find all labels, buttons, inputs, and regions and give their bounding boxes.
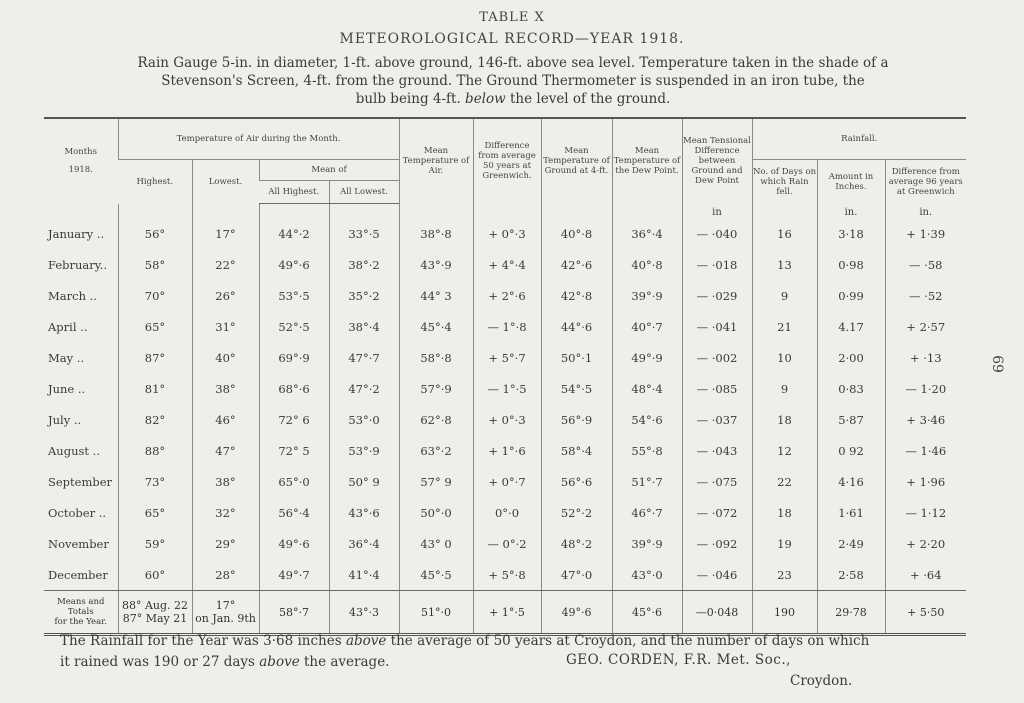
amount-cell: 4.17 <box>817 311 885 342</box>
tensional-unit: in <box>682 204 752 219</box>
totals-ground: 49°·6 <box>541 591 612 635</box>
ground-cell: 42°·6 <box>541 249 612 280</box>
lowest-cell: 32° <box>192 497 259 528</box>
highest-cell: 60° <box>118 559 192 591</box>
rain-days-cell: 19 <box>752 528 817 559</box>
all-lowest-cell: 35°·2 <box>329 280 399 311</box>
difference-cell: + 1°·6 <box>473 435 541 466</box>
rainfall-header: Rainfall. <box>752 118 966 160</box>
dew-point-cell: 39°·9 <box>612 280 682 311</box>
table-row <box>44 466 966 497</box>
ground-cell: 47°·0 <box>541 559 612 591</box>
tensional-cell: — ·037 <box>682 404 752 435</box>
totals-all-highest: 58°·7 <box>259 591 329 635</box>
dew-point-cell: 43°·0 <box>612 559 682 591</box>
mean-air-cell: 58°·8 <box>399 342 473 373</box>
month-cell: April .. <box>48 319 88 334</box>
rain-diff-cell: + 1·39 <box>885 218 966 249</box>
rain-diff-unit: in. <box>885 204 966 219</box>
unit-cell <box>473 204 541 219</box>
all-highest-cell: 65°·0 <box>259 466 329 497</box>
lowest-cell: 22° <box>192 249 259 280</box>
tensional-cell: — ·072 <box>682 497 752 528</box>
amount-cell: 1·61 <box>817 497 885 528</box>
ground-cell: 42°·8 <box>541 280 612 311</box>
amount-header: Amount in Inches. <box>817 160 885 204</box>
tensional-cell: — ·040 <box>682 218 752 249</box>
footer-text: The Rainfall for the Year was 3·68 inches <box>60 633 342 649</box>
mean-air-header: Mean Temperature of Air. <box>399 118 473 204</box>
lowest-cell: 31° <box>192 311 259 342</box>
mean-air-cell: 44° 3 <box>399 280 473 311</box>
month-cell: June .. <box>48 381 86 396</box>
totals-label-line: for the Year. <box>54 617 107 627</box>
amount-cell: 2·00 <box>817 342 885 373</box>
tensional-cell: — ·018 <box>682 249 752 280</box>
tensional-cell: — ·029 <box>682 280 752 311</box>
rain-diff-cell: + ·13 <box>885 342 966 373</box>
dew-point-cell: 51°·7 <box>612 466 682 497</box>
ground-cell: 56°·6 <box>541 466 612 497</box>
dew-point-cell: 55°·8 <box>612 435 682 466</box>
dew-point-cell: 49°·9 <box>612 342 682 373</box>
intro-text: the level of the ground. <box>509 91 671 107</box>
all-highest-cell: 53°·5 <box>259 280 329 311</box>
rain-diff-header: Difference from average 96 years at Greenwich <box>885 160 966 204</box>
amount-unit: in. <box>817 204 885 219</box>
months-header <box>44 118 118 204</box>
rain-diff-cell: + 2·20 <box>885 528 966 559</box>
highest-cell: 65° <box>118 311 192 342</box>
footer-emphasis: above <box>259 654 300 670</box>
month-cell: February.. <box>48 257 108 272</box>
all-highest-cell: 52°·5 <box>259 311 329 342</box>
difference-cell: — 1°·8 <box>473 311 541 342</box>
difference-cell: + 5°·7 <box>473 342 541 373</box>
month-cell: November <box>48 536 109 551</box>
intro-text: bulb being 4-ft. <box>355 91 461 107</box>
footer-text: it rained was 190 or 27 days <box>60 654 255 670</box>
ground-cell: 40°·8 <box>541 218 612 249</box>
table-row <box>44 249 966 280</box>
rain-days-header: No. of Days on which Rain fell. <box>752 160 817 204</box>
totals-dew: 45°·6 <box>612 591 682 635</box>
tensional-cell: — ·046 <box>682 559 752 591</box>
totals-highest-line: 87° May 21 <box>122 612 188 625</box>
totals-mean-air: 51°·0 <box>399 591 473 635</box>
highest-cell: 59° <box>118 528 192 559</box>
difference-header: Difference from average 50 years at Greenwich. <box>473 118 541 204</box>
difference-cell: + 0°·7 <box>473 466 541 497</box>
mean-air-cell: 43°·9 <box>399 249 473 280</box>
mean-air-cell: 63°·2 <box>399 435 473 466</box>
tensional-cell: — ·075 <box>682 466 752 497</box>
totals-highest-line: 88° Aug. 22 <box>121 599 189 612</box>
difference-cell: + 0°·3 <box>473 404 541 435</box>
all-lowest-cell: 38°·2 <box>329 249 399 280</box>
all-lowest-cell: 41°·4 <box>329 559 399 591</box>
ground-cell: 48°·2 <box>541 528 612 559</box>
rain-diff-cell: + ·64 <box>885 559 966 591</box>
unit-cell <box>192 204 259 219</box>
lowest-header: Lowest. <box>192 160 259 204</box>
all-lowest-cell: 36°·4 <box>329 528 399 559</box>
dew-point-cell: 40°·7 <box>612 311 682 342</box>
table-row <box>44 280 966 311</box>
table-row <box>44 435 966 466</box>
all-highest-cell: 68°·6 <box>259 373 329 404</box>
unit-cell <box>329 204 399 219</box>
totals-label-line: Totals <box>67 607 94 617</box>
unit-cell <box>541 204 612 219</box>
all-lowest-header: All Lowest. <box>329 181 399 204</box>
intro-line: Stevenson's Screen, 4-ft. from the ground. The Ground Thermometer is suspended in an iron tube, the <box>161 73 865 89</box>
totals-lowest-line: on Jan. 9th <box>195 612 256 625</box>
table-row <box>44 528 966 559</box>
totals-highest <box>118 591 192 635</box>
mean-air-cell: 57° 9 <box>399 466 473 497</box>
table-row <box>44 497 966 528</box>
all-highest-cell: 69°·9 <box>259 342 329 373</box>
lowest-cell: 17° <box>192 218 259 249</box>
months-label: Months <box>64 147 98 158</box>
totals-lowest <box>192 591 259 635</box>
lowest-cell: 47° <box>192 435 259 466</box>
rain-diff-cell: — 1·12 <box>885 497 966 528</box>
unit-cell <box>44 204 118 219</box>
rain-days-cell: 9 <box>752 280 817 311</box>
table-row <box>44 559 966 591</box>
footer-line <box>60 631 960 652</box>
intro-emphasis: below <box>465 91 506 107</box>
totals-rain-days: 190 <box>752 591 817 635</box>
rain-days-cell: 12 <box>752 435 817 466</box>
totals-tensional: —0·048 <box>682 591 752 635</box>
ground-cell: 56°·9 <box>541 404 612 435</box>
rain-diff-cell: — 1·46 <box>885 435 966 466</box>
all-highest-cell: 72° 5 <box>259 435 329 466</box>
month-cell: January .. <box>48 226 105 241</box>
highest-cell: 65° <box>118 497 192 528</box>
highest-cell: 56° <box>118 218 192 249</box>
totals-difference: + 1°·5 <box>473 591 541 635</box>
amount-cell: 0 92 <box>817 435 885 466</box>
footer-line <box>60 652 960 673</box>
unit-cell <box>752 204 817 219</box>
amount-cell: 0·99 <box>817 280 885 311</box>
page-number: 69 <box>988 355 1005 373</box>
footer-note <box>60 631 960 673</box>
unit-cell <box>399 204 473 219</box>
rain-days-cell: 13 <box>752 249 817 280</box>
dew-point-cell: 54°·6 <box>612 404 682 435</box>
rain-diff-cell: + 2·57 <box>885 311 966 342</box>
ground-cell: 58°·4 <box>541 435 612 466</box>
totals-lowest-line: 17° <box>215 599 236 612</box>
ground-cell: 54°·5 <box>541 373 612 404</box>
mean-of-header: Mean of <box>259 160 399 181</box>
difference-cell: 0°·0 <box>473 497 541 528</box>
highest-cell: 73° <box>118 466 192 497</box>
footer-emphasis: above <box>345 633 387 649</box>
lowest-cell: 46° <box>192 404 259 435</box>
difference-cell: — 0°·2 <box>473 528 541 559</box>
year-label: 1918. <box>68 165 93 176</box>
ground-cell: 50°·1 <box>541 342 612 373</box>
lowest-cell: 29° <box>192 528 259 559</box>
all-lowest-cell: 53°·0 <box>329 404 399 435</box>
all-highest-cell: 49°·6 <box>259 528 329 559</box>
highest-cell: 58° <box>118 249 192 280</box>
all-highest-cell: 72° 6 <box>259 404 329 435</box>
footer-text: the average of 50 years at Croydon, and the number of days on which <box>390 633 870 649</box>
tensional-cell: — ·002 <box>682 342 752 373</box>
mean-ground-header: Mean Temperature of Ground at 4-ft. <box>541 118 612 204</box>
rain-days-cell: 9 <box>752 373 817 404</box>
difference-cell: + 0°·3 <box>473 218 541 249</box>
all-highest-cell: 44°·2 <box>259 218 329 249</box>
highest-cell: 70° <box>118 280 192 311</box>
amount-cell: 0·83 <box>817 373 885 404</box>
all-lowest-cell: 47°·2 <box>329 373 399 404</box>
mean-air-cell: 62°·8 <box>399 404 473 435</box>
intro-line <box>78 90 948 108</box>
totals-all-lowest: 43°·3 <box>329 591 399 635</box>
signature-place: Croydon. <box>790 673 853 689</box>
all-lowest-cell: 43°·6 <box>329 497 399 528</box>
month-cell: May .. <box>48 350 85 365</box>
air-group-header: Temperature of Air during the Month. <box>118 118 399 160</box>
rain-days-cell: 21 <box>752 311 817 342</box>
all-lowest-cell: 53°·9 <box>329 435 399 466</box>
ground-cell: 44°·6 <box>541 311 612 342</box>
difference-cell: — 1°·5 <box>473 373 541 404</box>
all-lowest-cell: 47°·7 <box>329 342 399 373</box>
amount-cell: 0·98 <box>817 249 885 280</box>
intro-paragraph <box>78 54 948 108</box>
footer-text: the average. <box>303 654 390 670</box>
rain-diff-cell: — ·52 <box>885 280 966 311</box>
amount-cell: 2·49 <box>817 528 885 559</box>
all-highest-cell: 49°·6 <box>259 249 329 280</box>
totals-rain-diff: + 5·50 <box>885 591 966 635</box>
dew-point-cell: 48°·4 <box>612 373 682 404</box>
tensional-header: Mean Tensional Difference between Ground and Dew Point <box>682 118 752 204</box>
tensional-cell: — ·085 <box>682 373 752 404</box>
month-cell: March .. <box>48 288 97 303</box>
mean-air-cell: 43° 0 <box>399 528 473 559</box>
amount-cell: 2·58 <box>817 559 885 591</box>
rain-diff-cell: + 3·46 <box>885 404 966 435</box>
month-cell: September <box>48 474 113 489</box>
amount-cell: 5·87 <box>817 404 885 435</box>
all-lowest-cell: 50° 9 <box>329 466 399 497</box>
table-row <box>44 404 966 435</box>
rain-diff-cell: — ·58 <box>885 249 966 280</box>
highest-cell: 87° <box>118 342 192 373</box>
dew-point-cell: 39°·9 <box>612 528 682 559</box>
meteorological-table <box>44 117 966 636</box>
all-lowest-cell: 38°·4 <box>329 311 399 342</box>
highest-cell: 81° <box>118 373 192 404</box>
month-cell: October .. <box>48 505 107 520</box>
amount-cell: 3·18 <box>817 218 885 249</box>
dew-point-cell: 40°·8 <box>612 249 682 280</box>
mean-dew-header: Mean Temperature of the Dew Point. <box>612 118 682 204</box>
tensional-cell: — ·043 <box>682 435 752 466</box>
unit-cell <box>612 204 682 219</box>
lowest-cell: 26° <box>192 280 259 311</box>
tensional-cell: — ·041 <box>682 311 752 342</box>
highest-header: Highest. <box>136 176 174 187</box>
rain-days-cell: 16 <box>752 218 817 249</box>
mean-air-cell: 38°·8 <box>399 218 473 249</box>
totals-label-line: Means and <box>57 597 105 607</box>
all-highest-header: All Highest. <box>259 181 329 204</box>
intro-line: Rain Gauge 5-in. in diameter, 1-ft. above ground, 146-ft. above sea level. Temperature taken in the shade of a <box>137 55 889 71</box>
mean-air-cell: 45°·4 <box>399 311 473 342</box>
difference-cell: + 5°·8 <box>473 559 541 591</box>
totals-amount: 29·78 <box>817 591 885 635</box>
amount-cell: 4·16 <box>817 466 885 497</box>
rain-days-cell: 10 <box>752 342 817 373</box>
table-label: TABLE X <box>479 10 545 25</box>
mean-air-cell: 57°·9 <box>399 373 473 404</box>
rain-diff-cell: + 1·96 <box>885 466 966 497</box>
month-cell: July .. <box>48 412 82 427</box>
ground-cell: 52°·2 <box>541 497 612 528</box>
table-row <box>44 218 966 249</box>
lowest-cell: 40° <box>192 342 259 373</box>
dew-point-cell: 36°·4 <box>612 218 682 249</box>
mean-air-cell: 50°·0 <box>399 497 473 528</box>
lowest-cell: 28° <box>192 559 259 591</box>
rain-days-cell: 22 <box>752 466 817 497</box>
rain-days-cell: 18 <box>752 497 817 528</box>
table-row <box>44 311 966 342</box>
month-cell: December <box>44 559 118 591</box>
lowest-cell: 38° <box>192 466 259 497</box>
unit-cell <box>259 204 329 219</box>
table-row <box>44 342 966 373</box>
all-highest-cell: 56°·4 <box>259 497 329 528</box>
difference-cell: + 2°·6 <box>473 280 541 311</box>
difference-cell: + 4°·4 <box>473 249 541 280</box>
tensional-cell: — ·092 <box>682 528 752 559</box>
month-cell: August .. <box>48 443 100 458</box>
unit-cell <box>118 204 192 219</box>
totals-label <box>44 591 118 635</box>
rain-diff-cell: — 1·20 <box>885 373 966 404</box>
rain-days-cell: 18 <box>752 404 817 435</box>
dew-point-cell: 46°·7 <box>612 497 682 528</box>
all-highest-cell: 49°·7 <box>259 559 329 591</box>
page-title: METEOROLOGICAL RECORD—YEAR 1918. <box>339 31 685 47</box>
table-row <box>44 373 966 404</box>
all-lowest-cell: 33°·5 <box>329 218 399 249</box>
rain-days-cell: 23 <box>752 559 817 591</box>
highest-cell: 82° <box>118 404 192 435</box>
signature: GEO. CORDEN, F.R. Met. Soc., <box>566 652 791 668</box>
mean-air-cell: 45°·5 <box>399 559 473 591</box>
highest-cell: 88° <box>118 435 192 466</box>
lowest-cell: 38° <box>192 373 259 404</box>
